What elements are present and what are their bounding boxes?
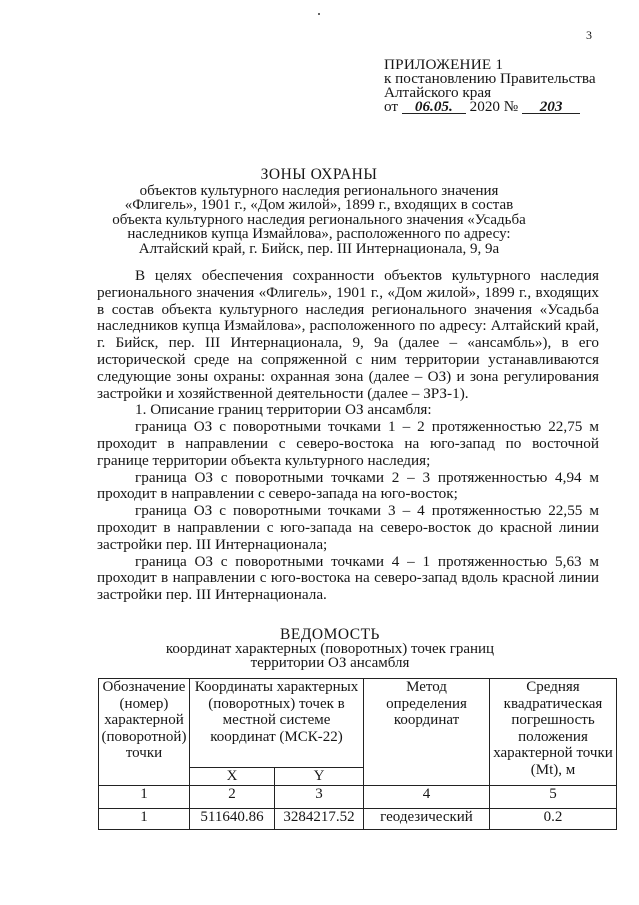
header-y: Y <box>275 768 364 786</box>
boundary-paragraph: граница ОЗ с поворотными точками 3 – 4 протяженностью 22,55 м проходит в направлении с юго-запада на северо-восток до красной линии застройки пер. III Интернационала; <box>97 502 599 553</box>
heading-line: Алтайский край, г. Бийск, пер. III Интернационала, 9, 9а <box>138 240 500 257</box>
col-number: 5 <box>490 785 617 808</box>
vedomost-line2: территории ОЗ ансамбля <box>250 655 410 671</box>
page-number: 3 <box>586 28 592 42</box>
heading-line: объекта культурного наследия регионального значения «Усадьба <box>112 211 526 228</box>
coordinates-table <box>98 678 617 830</box>
cell-x: 511640.86 <box>190 808 275 829</box>
vedomost-heading <box>150 628 510 670</box>
appendix-block <box>384 58 624 114</box>
year-num-sign: 2020 № <box>469 98 519 115</box>
scan-speck <box>318 13 320 15</box>
header-method: Метод определения координат <box>364 679 490 786</box>
header-point: Обозначение (номер) характерной (поворотной) точки <box>99 679 190 786</box>
vedomost-line1: координат характерных (поворотных) точек границ <box>165 641 495 657</box>
heading-line: «Флигель», 1901 г., «Дом жилой», 1899 г., входящих в состав <box>124 197 514 213</box>
column-number-row <box>99 785 617 808</box>
header-accuracy: Средняя квадратическая погрешность положения характерной точки (Mt), м <box>490 679 617 786</box>
heading-line: наследников купца Измайлова», расположенного по адресу: <box>127 226 511 242</box>
decree-date: 06.05. <box>402 100 466 114</box>
vedomost-title: ВЕДОМОСТЬ <box>280 626 380 643</box>
boundary-paragraph: граница ОЗ с поворотными точками 4 – 1 протяженностью 5,63 м проходит в направлении с юго-востока на северо-запад вдоль красной линии застройки пер. III Интернационала. <box>97 552 599 604</box>
header-x: X <box>190 768 275 786</box>
cell-point: 1 <box>99 808 190 829</box>
table-row <box>99 808 617 829</box>
header-coords: Координаты характерных (поворотных) точек в местной системе координат (МСК-22) <box>190 679 364 768</box>
boundary-paragraph: граница ОЗ с поворотными точками 1 – 2 протяженностью 22,75 м проходит в направлении с северо-востока на юго-запад по восточной границе территории объекта культурного наследия; <box>97 418 599 469</box>
col-number: 3 <box>275 785 364 808</box>
intro-paragraph: В целях обеспечения сохранности объектов культурного наследия регионального значения «Флигель», 1901 г., «Дом жилой», 1899 г., входящих в состав объекта культурного наследия регионального значения «Усадьба наследников купца Измайлова», расположенного по адресу: Алтайский край, г. Бийск, пер. III Интернационала, 9, 9а (далее – «ансамбль»), в его исторической среде на сопряженной с ним территории устанавливаются следующие зоны охраны: охранная зона (далее – ОЗ) и зона регулирования застройки и хозяйственной деятельности (далее – ЗРЗ-1). <box>97 267 599 402</box>
appendix-line2: Алтайского края <box>384 84 492 101</box>
zones-heading <box>96 168 542 256</box>
body-text <box>97 268 599 604</box>
heading-line: объектов культурного наследия регионального значения <box>139 182 499 199</box>
section1-title: 1. Описание границ территории ОЗ ансамбля: <box>135 401 432 419</box>
col-number: 4 <box>364 785 490 808</box>
cell-accuracy: 0.2 <box>490 808 617 829</box>
appendix-line1: к постановлению Правительства <box>384 70 596 87</box>
appendix-title: ПРИЛОЖЕНИЕ 1 <box>384 56 504 73</box>
cell-method: геодезический <box>364 808 490 829</box>
boundary-paragraph: граница ОЗ с поворотными точками 2 – 3 протяженностью 4,94 м проходит в направлении с северо-запада на юго-восток; <box>97 468 599 503</box>
decree-number: 203 <box>522 100 580 114</box>
appendix-date-row <box>384 100 624 114</box>
zones-title: ЗОНЫ ОХРАНЫ <box>260 166 378 183</box>
from-prefix: от <box>384 98 399 115</box>
cell-y: 3284217.52 <box>275 808 364 829</box>
col-number: 2 <box>190 785 275 808</box>
col-number: 1 <box>99 785 190 808</box>
